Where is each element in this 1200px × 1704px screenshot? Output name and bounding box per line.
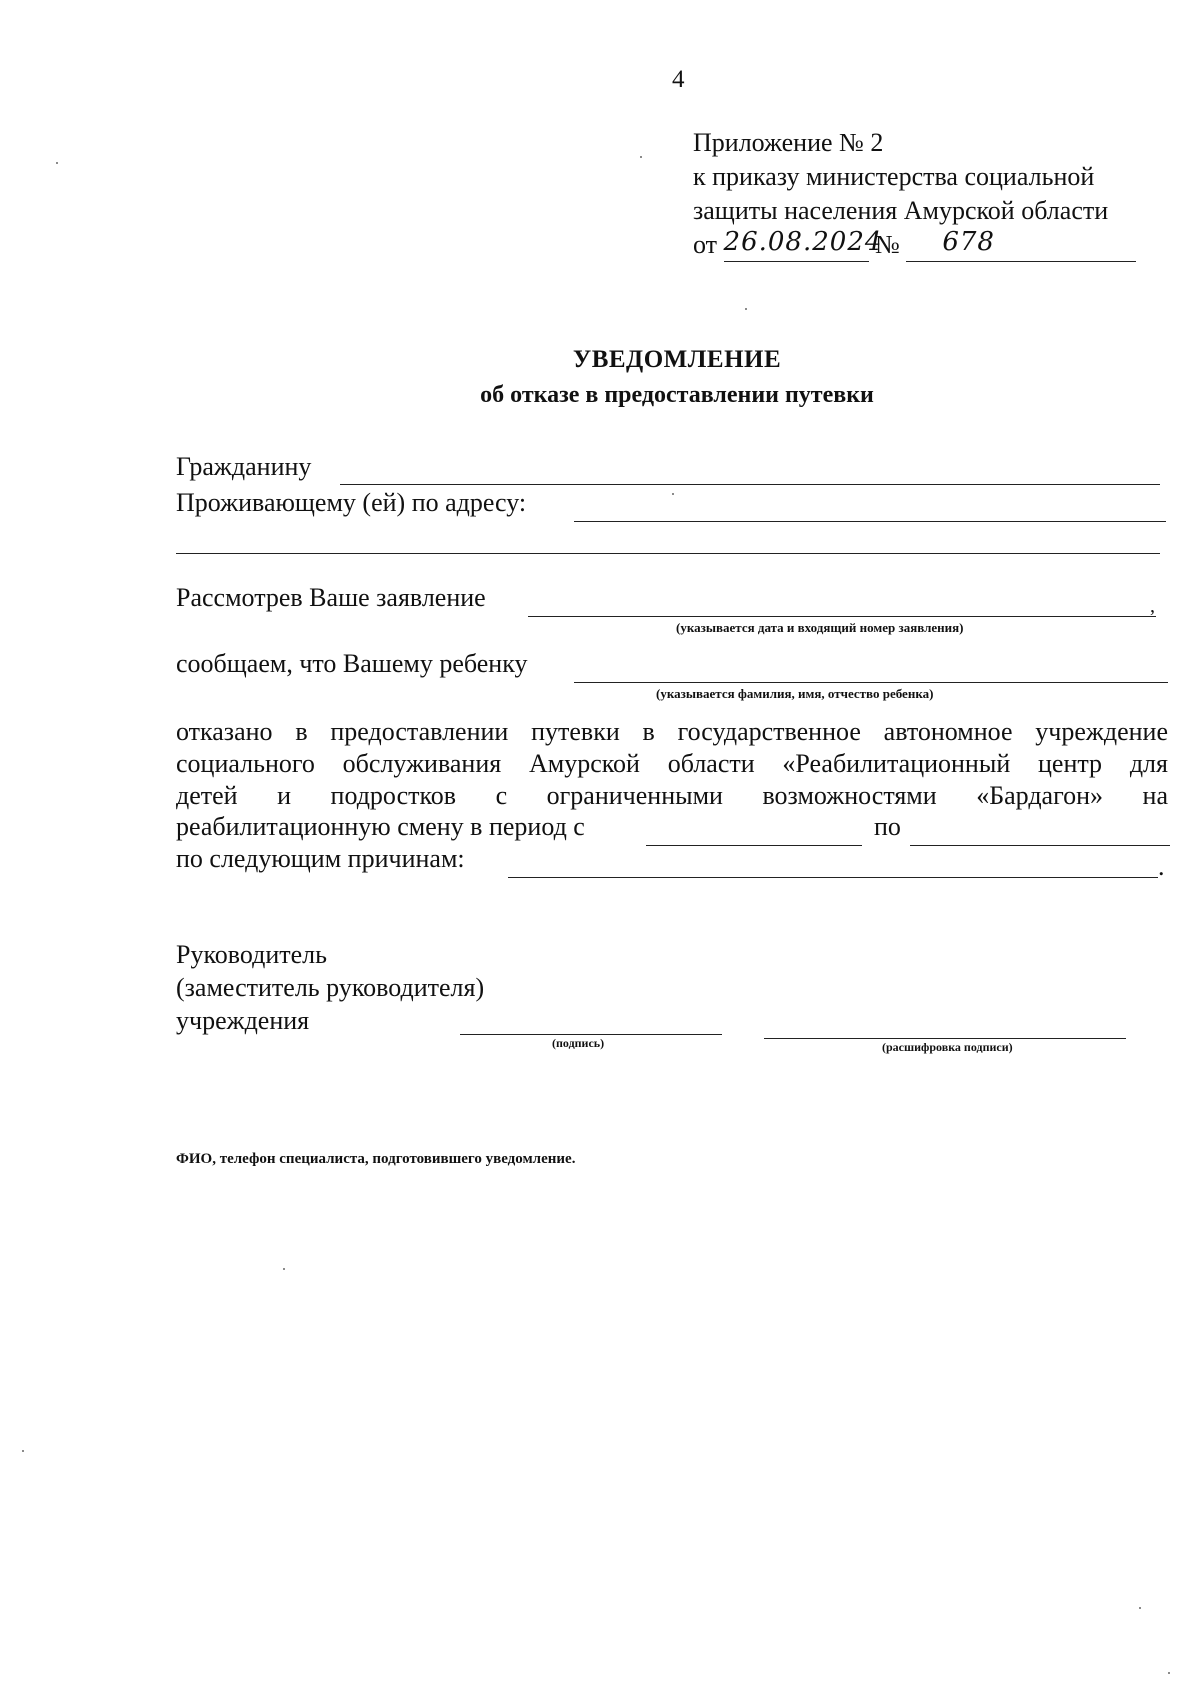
scan-speck xyxy=(640,156,642,158)
child-blank-line[interactable] xyxy=(574,682,1168,683)
number-field xyxy=(906,227,1136,262)
scan-speck xyxy=(672,493,674,495)
appendix-line-1: Приложение № 2 xyxy=(693,128,884,157)
appendix-date-row xyxy=(693,228,1136,262)
scan-speck xyxy=(1139,1607,1141,1609)
application-label: Рассмотрев Ваше заявление xyxy=(176,583,486,612)
body-line-1: отказано в предоставлении путевки в государственное автономное учреждение xyxy=(176,717,1168,746)
signature-block xyxy=(176,938,484,1037)
body-line-2: социального обслуживания Амурской области «Реабилитационный центр для xyxy=(176,749,1168,778)
appendix-line-3: защиты населения Амурской области xyxy=(693,196,1109,225)
signature-line-1: Руководитель xyxy=(176,940,327,969)
citizen-label: Гражданину xyxy=(176,452,312,481)
signature-line-3: учреждения xyxy=(176,1006,310,1035)
refusal-paragraph xyxy=(176,716,1168,812)
body-line-3: детей и подростков с ограниченными возможностями «Бардагон» на xyxy=(176,781,1168,810)
address-label: Проживающему (ей) по адресу: xyxy=(176,488,527,517)
decode-caption: (расшифровка подписи) xyxy=(882,1040,1013,1054)
scan-speck xyxy=(1168,1672,1170,1674)
scan-speck xyxy=(56,162,58,164)
period-from-line[interactable] xyxy=(646,845,862,846)
application-blank-line[interactable] xyxy=(528,616,1156,617)
reasons-blank-line[interactable] xyxy=(508,877,1158,878)
child-caption: (указывается фамилия, имя, отчество ребенка) xyxy=(656,686,934,701)
appendix-block xyxy=(693,126,1136,262)
document-title: УВЕДОМЛЕНИЕ xyxy=(572,346,782,373)
signature-line-2: (заместитель руководителя) xyxy=(176,973,485,1002)
citizen-blank-line[interactable] xyxy=(340,484,1160,485)
scan-speck xyxy=(22,1450,24,1452)
date-field xyxy=(723,227,883,262)
child-label: сообщаем, что Вашему ребенку xyxy=(176,649,528,678)
date-prefix: от xyxy=(693,230,718,259)
appendix-line-2: к приказу министерства социальной xyxy=(693,162,1095,191)
application-caption: (указывается дата и входящий номер заявления) xyxy=(676,620,964,635)
number-prefix: № xyxy=(875,230,900,259)
signature-caption: (подпись) xyxy=(552,1036,605,1050)
period-to-line[interactable] xyxy=(910,845,1170,846)
page-number: 4 xyxy=(672,66,685,93)
footer-note: ФИО, телефон специалиста, подготовившего уведомление. xyxy=(176,1151,576,1167)
scan-speck xyxy=(745,308,747,310)
reasons-label: по следующим причинам: xyxy=(176,844,465,873)
handwritten-number: 678 xyxy=(942,227,995,257)
address-blank-line[interactable] xyxy=(574,521,1166,522)
address-blank-line-2[interactable] xyxy=(176,553,1160,554)
signature-decode-line[interactable] xyxy=(764,1038,1126,1039)
handwritten-date: 26.08.2024 xyxy=(723,227,883,257)
scan-speck xyxy=(283,1268,285,1270)
period-label: реабилитационную смену в период с xyxy=(176,812,585,841)
signature-blank-line[interactable] xyxy=(460,1034,722,1035)
period-to-label: по xyxy=(874,812,901,841)
document-subtitle: об отказе в предоставлении путевки xyxy=(480,382,874,408)
